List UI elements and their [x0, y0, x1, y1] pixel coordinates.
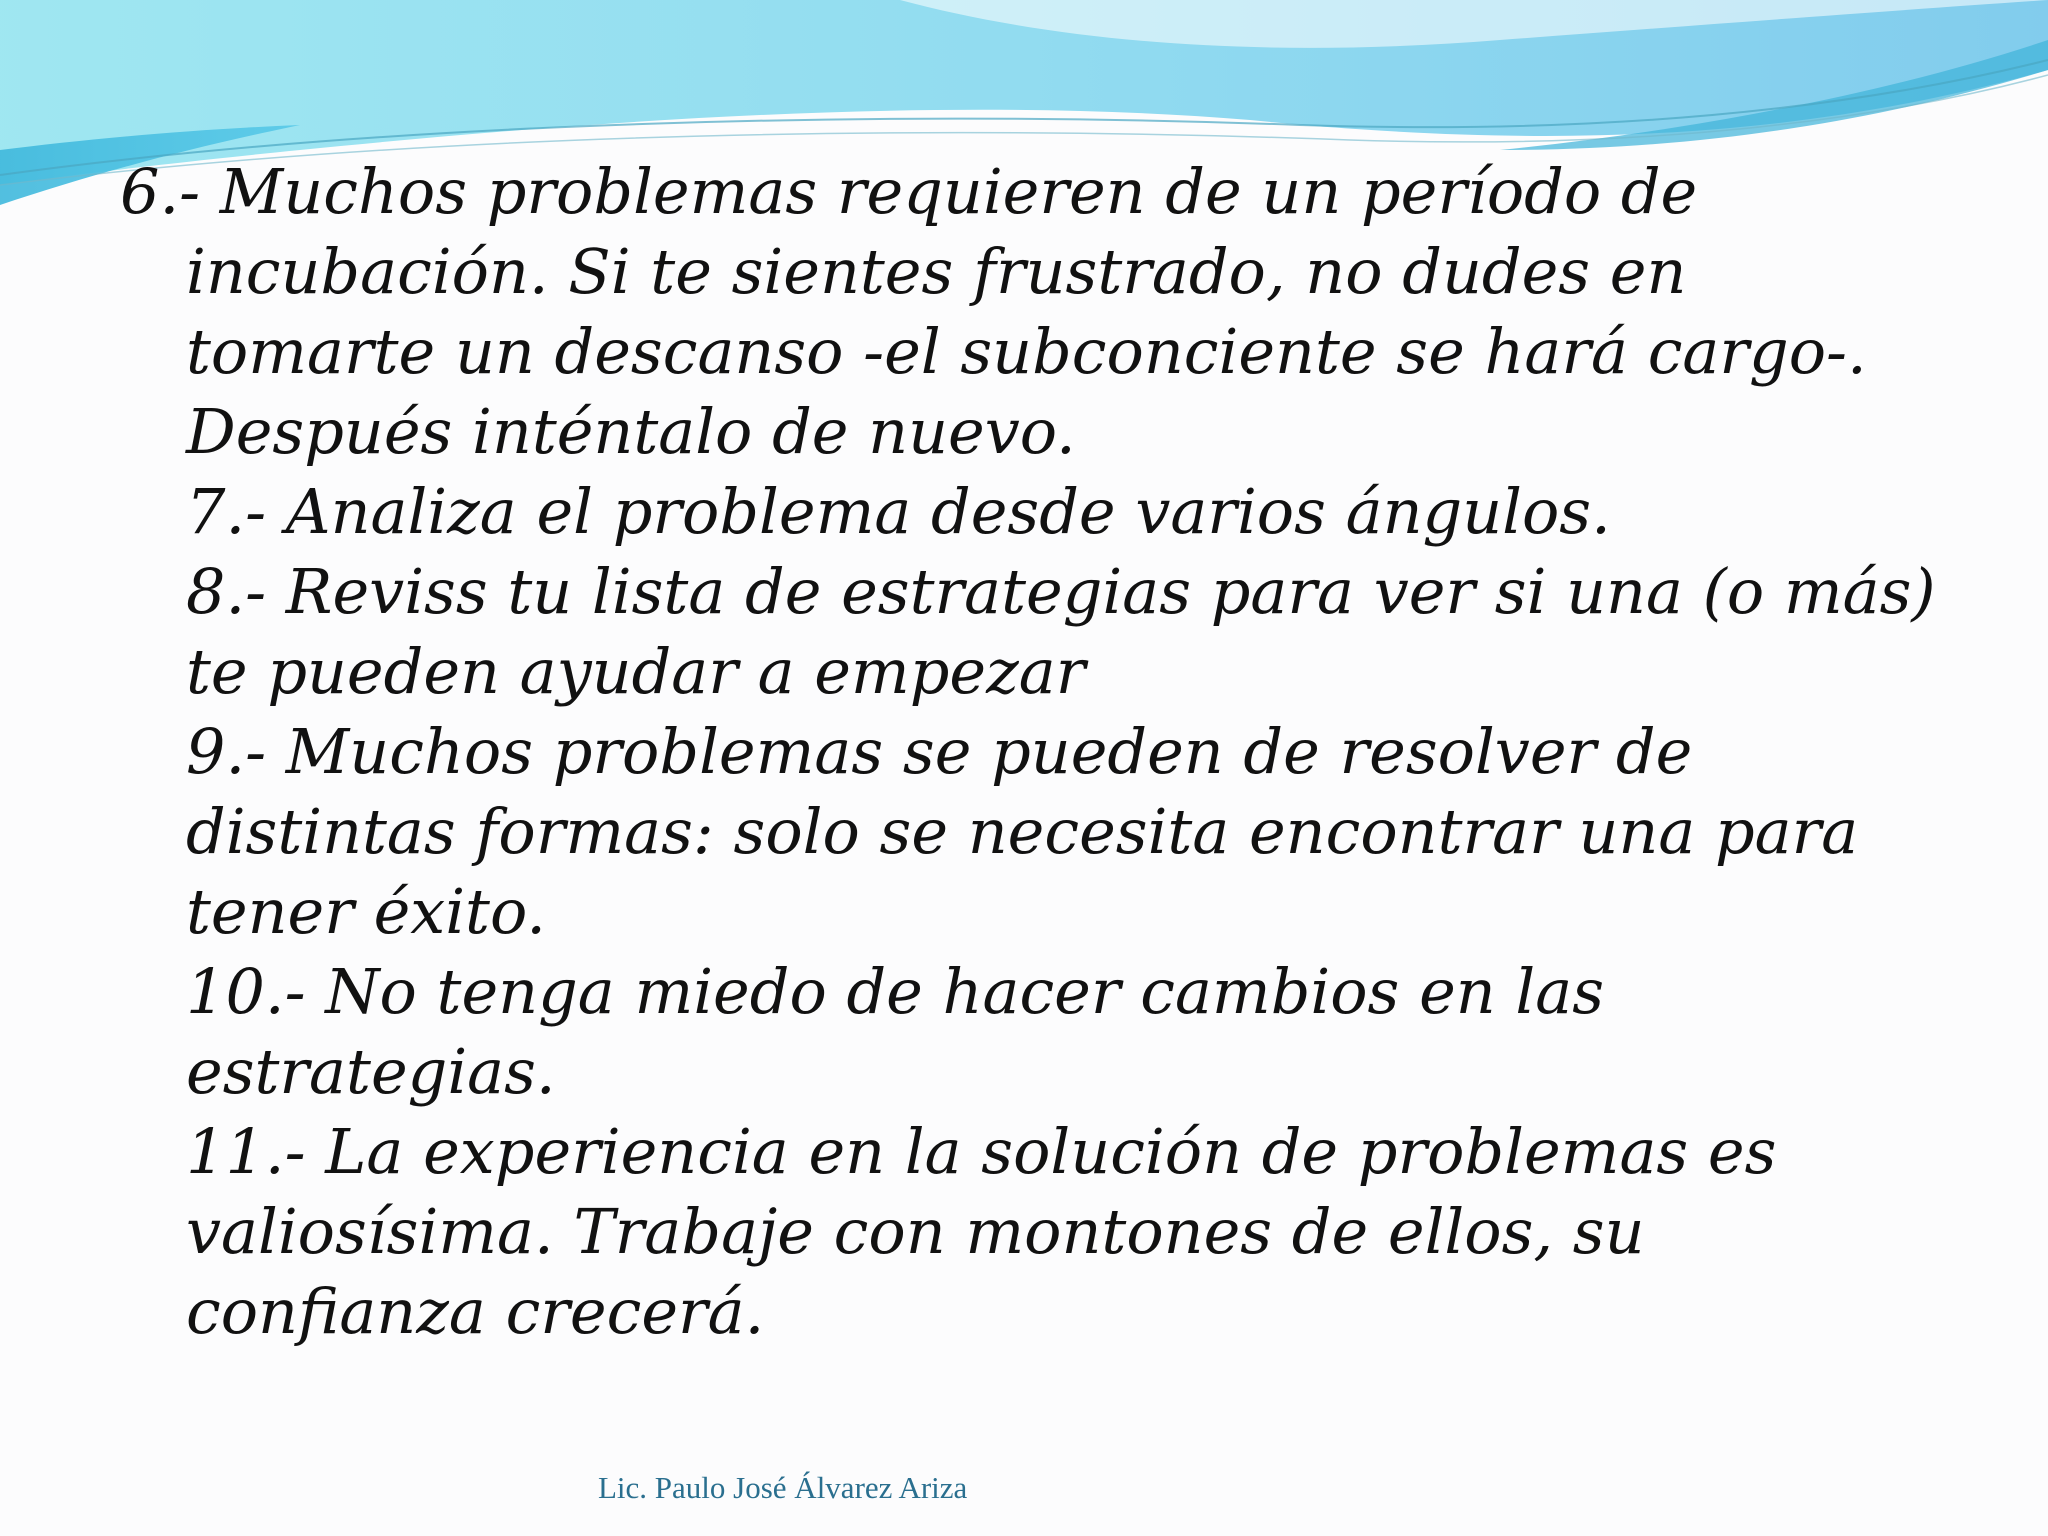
text-line: 6.- Muchos problemas requieren de un período de — [120, 155, 1698, 228]
text-line: te pueden ayudar a empezar — [186, 635, 1086, 708]
text-line: 9.- Muchos problemas se pueden de resolver de — [186, 715, 1693, 788]
slide-footer-author: Lic. Paulo José Álvarez Ariza — [598, 1470, 968, 1505]
text-line: confianza crecerá. — [186, 1275, 765, 1348]
text-line: distintas formas: solo se necesita encontrar una para — [186, 795, 1859, 868]
slide-body-text — [120, 152, 2000, 1352]
text-line: valiosísima. Trabaje con montones de ellos, su — [186, 1195, 1645, 1268]
text-line: estrategias. — [186, 1035, 556, 1108]
text-line: 7.- Analiza el problema desde varios ángulos. — [186, 475, 1611, 548]
text-line: Después inténtalo de nuevo. — [186, 395, 1076, 468]
text-line: 11.- La experiencia en la solución de problemas es — [186, 1115, 1777, 1188]
text-line: incubación. Si te sientes frustrado, no dudes en — [186, 235, 1687, 308]
text-line: 10.- No tenga miedo de hacer cambios en las — [186, 955, 1605, 1028]
text-line: tomarte un descanso -el subconciente se hará cargo-. — [186, 315, 1867, 388]
text-line: 8.- Reviss tu lista de estrategias para ver si una (o más) — [186, 555, 1936, 628]
text-line: tener éxito. — [186, 875, 546, 948]
